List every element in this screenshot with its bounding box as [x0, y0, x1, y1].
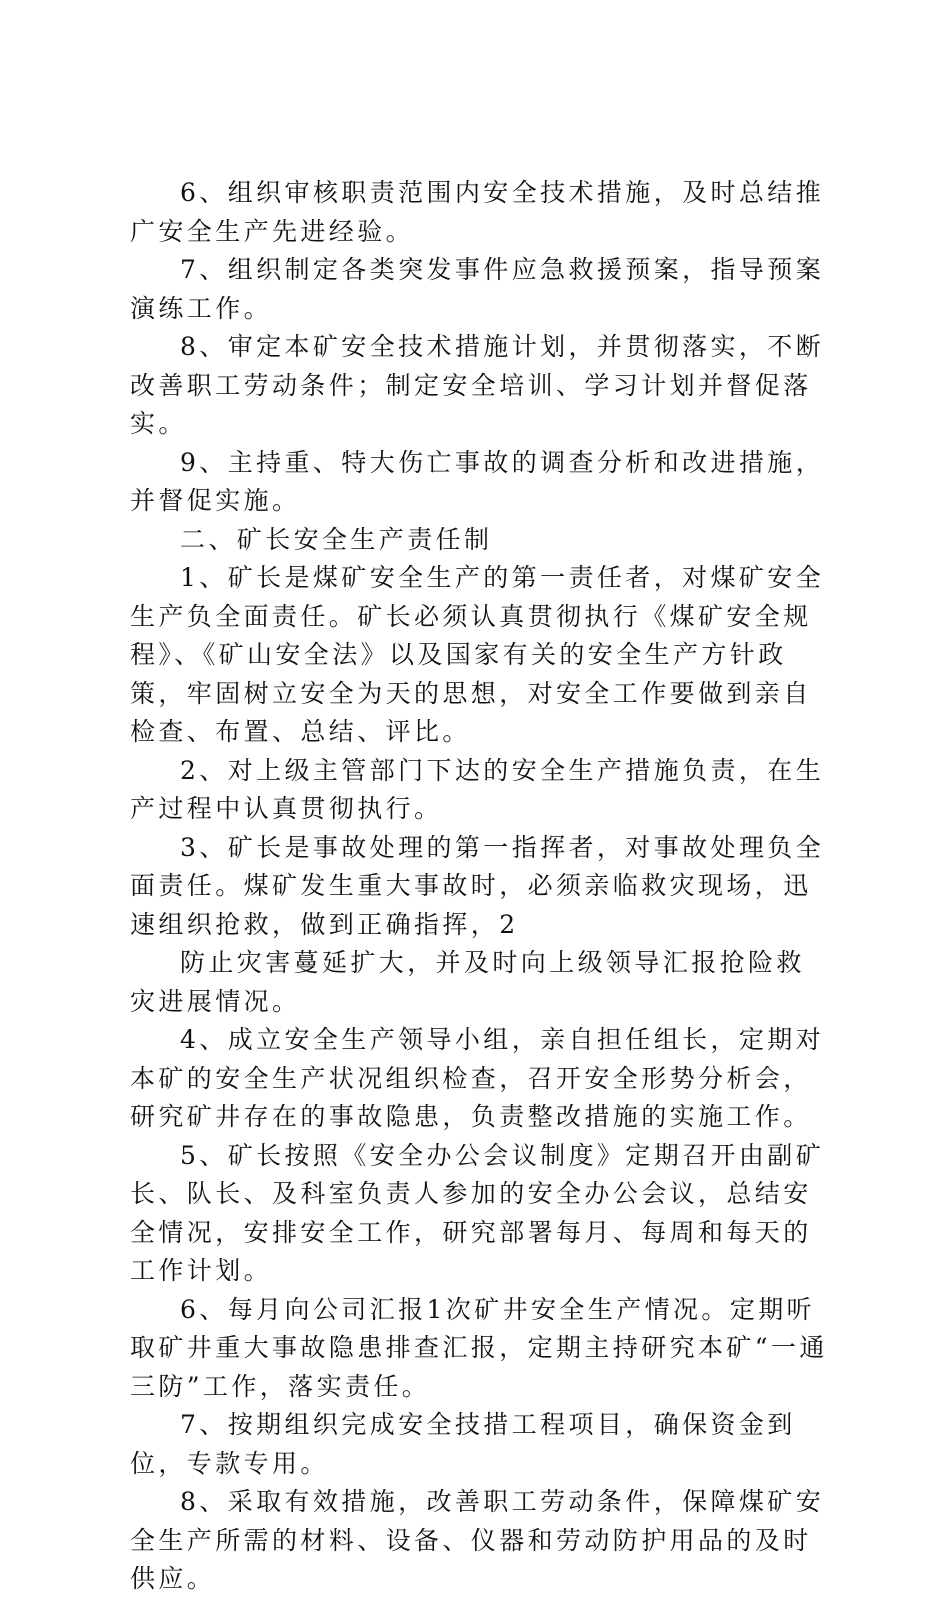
- paragraph-item-7-emergency-plan: 7、组织制定各类突发事件应急救援预案，指导预案演练工作。: [130, 255, 825, 323]
- paragraph-item-1-director-responsibility: 1、矿长是煤矿安全生产的第一责任者，对煤矿安全生产负全面责任。矿长必须认真贯彻执行《煤矿安全规程》、《矿山安全法》以及国家有关的安全生产方针政策，牢固树立安全为天的思想，对安全工作要做到亲自检查、布置、总结、评比。: [130, 563, 825, 746]
- paragraph-item-3-accident-command: 3、矿长是事故处理的第一指挥者，对事故处理负全面责任。煤矿发生重大事故时，必须亲临救灾现场，迅速组织抢救，做到正确指挥，2: [130, 832, 825, 939]
- paragraph-item-6-monthly-report: 6、每月向公司汇报1次矿井安全生产情况。定期听取矿井重大事故隐患排查汇报，定期主持研究本矿“一通三防”工作，落实责任。: [130, 1294, 828, 1401]
- paragraph-item-4-leadership-group: 4、成立安全生产领导小组，亲自担任组长，定期对本矿的安全生产状况组织检查，召开安全形势分析会，研究矿井存在的事故隐患，负责整改措施的实施工作。: [130, 1025, 825, 1131]
- paragraph-item-8-supplies: 8、采取有效措施，改善职工劳动条件，保障煤矿安全生产所需的材料、设备、仪器和劳动防护用品的及时供应。: [130, 1487, 825, 1593]
- section-heading: 二、矿长安全生产责任制: [180, 524, 493, 554]
- paragraph-item-9-accident-analysis: 9、主持重、特大伤亡事故的调查分析和改进措施，并督促实施。: [130, 447, 825, 515]
- paragraph-item-6-review: 6、组织审核职责范围内安全技术措施，及时总结推广安全生产先进经验。: [130, 178, 825, 246]
- paragraph-item-5-safety-meeting: 5、矿长按照《安全办公会议制度》定期召开由副矿长、队长、及科室负责人参加的安全办公会议，总结安全情况，安排安全工作，研究部署每月、每周和每天的工作计划。: [130, 1140, 825, 1285]
- paragraph-item-2-superior-measures: 2、对上级主管部门下达的安全生产措施负责，在生产过程中认真贯彻执行。: [130, 755, 825, 823]
- paragraph-item-7-project-funds: 7、按期组织完成安全技措工程项目，确保资金到位，专款专用。: [130, 1410, 796, 1478]
- document-body: [130, 174, 832, 1599]
- paragraph-continuation: 防止灾害蔓延扩大，并及时向上级领导汇报抢险救灾进展情况。: [130, 948, 805, 1016]
- paragraph-item-8-safety-plan: 8、审定本矿安全技术措施计划，并贯彻落实，不断改善职工劳动条件；制定安全培训、学习计划并督促落实。: [130, 332, 825, 438]
